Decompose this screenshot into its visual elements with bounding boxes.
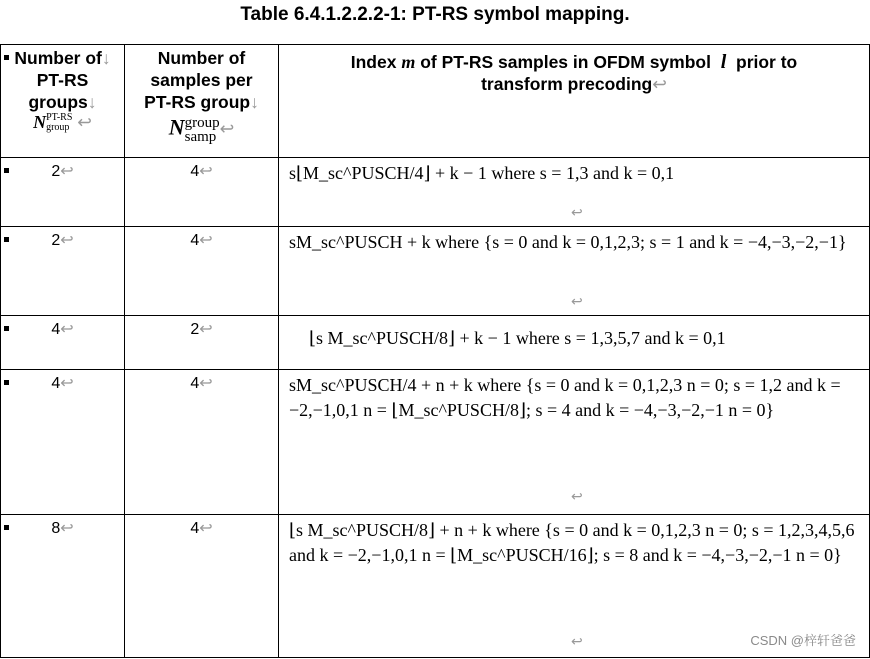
samples-cell: 2↩ <box>125 316 279 370</box>
groups-cell: 2↩ <box>1 158 125 227</box>
formula: ⌊s M_sc^PUSCH/8⌋ + n + k where {s = 0 and k = 0,1,2,3 n = 0; s = 1,2,3,4,5,6 and k = −2,−1,0,1 n = ⌊M_sc^PUSCH/16⌋; s = 8 and k = −4,−3,−2,−1 n = 0} <box>289 520 855 565</box>
paragraph-mark: ↩ <box>571 633 583 649</box>
formula-cell <box>279 158 870 227</box>
pt-rs-symbol-mapping-table <box>0 44 870 658</box>
samples-cell: 4↩ <box>125 370 279 515</box>
list-bullet <box>4 55 9 60</box>
formula-cell <box>279 227 870 316</box>
samples-cell: 4↩ <box>125 515 279 658</box>
groups-cell: 2↩ <box>1 227 125 316</box>
header-samples: Number of samples per PT-RS group↓ N group samp ↩ <box>125 45 279 158</box>
formula-cell <box>279 370 870 515</box>
formula: sM_sc^PUSCH + k where {s = 0 and k = 0,1,2,3; s = 1 and k = −4,−3,−2,−1} <box>289 232 847 252</box>
list-bullet <box>4 237 9 242</box>
formula: sM_sc^PUSCH/4 + n + k where {s = 0 and k = 0,1,2,3 n = 0; s = 1,2 and k = −2,−1,0,1 n = ⌊M_sc^PUSCH/8⌋; s = 4 and k = −4,−3,−2,−1 n = 0} <box>289 375 841 420</box>
groups-cell: 4↩ <box>1 370 125 515</box>
list-bullet <box>4 326 9 331</box>
table-row <box>1 316 870 370</box>
paragraph-mark: ↩ <box>571 488 583 504</box>
groups-cell: 4↩ <box>1 316 125 370</box>
list-bullet <box>4 380 9 385</box>
paragraph-mark: ↩ <box>571 293 583 309</box>
samples-cell: 4↩ <box>125 227 279 316</box>
header-groups: Number of↓ PT-RS groups↓ N PT-RS group ↩ <box>1 45 125 158</box>
table-row <box>1 515 870 658</box>
table-row <box>1 158 870 227</box>
watermark: CSDN @梓轩爸爸 <box>750 633 856 648</box>
list-bullet <box>4 525 9 530</box>
formula: s⌊M_sc^PUSCH/4⌋ + k − 1 where s = 1,3 and k = 0,1 <box>289 163 675 183</box>
paragraph-mark: ↩ <box>571 204 583 220</box>
groups-cell: 8↩ <box>1 515 125 658</box>
formula: ⌊s M_sc^PUSCH/8⌋ + k − 1 where s = 1,3,5,7 and k = 0,1 <box>309 328 726 348</box>
formula-cell <box>279 316 870 370</box>
table-row <box>1 370 870 515</box>
list-bullet <box>4 168 9 173</box>
table-row <box>1 227 870 316</box>
header-index: Index m of PT-RS samples in OFDM symbol l prior to transform precoding↩ <box>279 45 870 158</box>
table-title: Table 6.4.1.2.2.2-1: PT-RS symbol mapping. <box>240 4 630 25</box>
samples-cell: 4↩ <box>125 158 279 227</box>
